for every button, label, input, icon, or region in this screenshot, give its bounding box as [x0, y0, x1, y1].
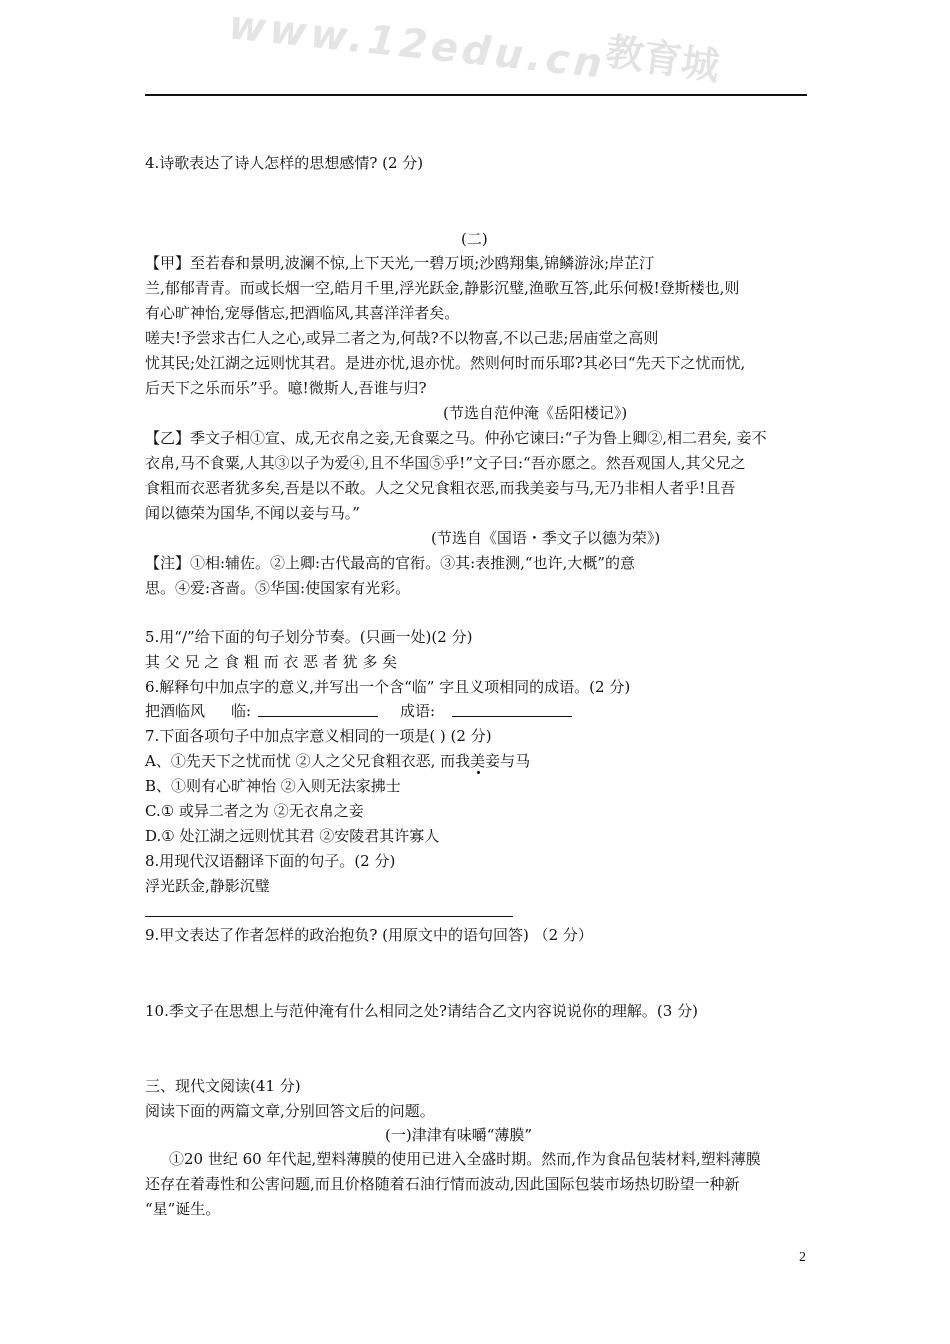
question-7-option-a: A、①先天下之忧而忧 ②人之父兄食粗衣恶, 而我美妾与马 [145, 752, 531, 770]
question-6-lin-label: 临: [231, 702, 252, 720]
section-3-heading: 三、现代文阅读(41 分) [145, 1077, 301, 1095]
watermark-url: www.12edu.cn [226, 2, 609, 88]
question-5-sentence: 其 父 兄 之 食 粗 而 衣 恶 者 犹 多 矣 [145, 653, 398, 671]
question-10-prompt: 10.季文子在思想上与范仲淹有什么相同之处?请结合乙文内容说说你的理解。(3 分) [145, 1002, 698, 1020]
yi-line: 闻以德荣为国华,不闻以妾与马。” [145, 504, 360, 522]
article-paragraph-line: 还存在着毒性和公害问题,而且价格随着石油行情而波动,因此国际包装市场热切盼望一种新 [145, 1175, 740, 1193]
note-line: 【注】①相:辅佐。②上卿:古代最高的官衔。③其:表推测,“也许,大概”的意 [145, 554, 636, 572]
jia-line: 【甲】至若春和景明,波澜不惊,上下天光,一碧万顷;沙鸥翔集,锦鳞游泳;岸芷汀 [145, 254, 655, 272]
jia-line: 有心旷神怡,宠辱偕忘,把酒临风,其喜洋洋者矣。 [145, 304, 460, 322]
jia-line: 嗟夫!予尝求古仁人之心,或异二者之为,何哉?不以物喜,不以己悲;居庙堂之高则 [145, 329, 659, 347]
article-paragraph-line: “星”诞生。 [145, 1200, 221, 1218]
question-4: 4.诗歌表达了诗人怎样的思想感情? (2 分) [145, 154, 424, 172]
section-heading: (二) [461, 230, 488, 248]
yi-source: (节选自《国语・季文子以德为荣》) [431, 529, 661, 547]
question-7-option-d: D.① 处江湖之远则忧其君 ②安陵君其许寡人 [145, 827, 440, 845]
yi-line: 【乙】季文子相①宣、成,无衣帛之妾,无食粟之马。仲孙它谏曰:“子为鲁上卿②,相二君矣, 妾不 [145, 429, 767, 447]
jia-line: 忧其民;处江湖之远则忧其君。是进亦忧,退亦忧。然则何时而乐耶?其必曰“先天下之忧而忧, [145, 354, 746, 372]
article-title: (一)津津有味嚼“薄膜” [385, 1126, 533, 1144]
note-line: 思。④爱:吝啬。⑤华国:使国家有光彩。 [145, 579, 411, 597]
article-paragraph-line: ①20 世纪 60 年代起,塑料薄膜的使用已进入全盛时期。然而,作为食品包装材料,塑料薄膜 [169, 1150, 761, 1168]
section-3-instruction: 阅读下面的两篇文章,分别回答文后的问题。 [145, 1102, 435, 1120]
emphasis-dot [477, 771, 480, 774]
page-number: 2 [799, 1250, 806, 1265]
question-6-phrase: 把酒临风 [145, 702, 206, 720]
question-6-chengyu-blank[interactable] [452, 716, 572, 717]
question-7-option-c: C.① 或异二者之为 ②无衣帛之妾 [145, 802, 364, 820]
yi-line: 食粗而衣恶者犹多矣,吾是以不敢。人之父兄食粗衣恶,而我美妾与马,无乃非相人者乎!且吾 [145, 479, 736, 497]
question-8-prompt: 8.用现代汉语翻译下面的句子。(2 分) [145, 852, 396, 870]
question-7-prompt: 7.下面各项句子中加点字意义相同的一项是( ) (2 分) [145, 727, 492, 745]
watermark-brand: 教育城 [603, 29, 723, 89]
jia-source: (节选自范仲淹《岳阳楼记》) [443, 404, 628, 422]
jia-line: 兰,郁郁青青。而或长烟一空,皓月千里,浮光跃金,静影沉璧,渔歌互答,此乐何极!登斯楼也,则 [145, 279, 740, 297]
question-6-lin-blank[interactable] [258, 716, 378, 717]
jia-line: 后天下之乐而乐”乎。噫!微斯人,吾谁与归? [145, 379, 427, 397]
question-8-sentence: 浮光跃金,静影沉璧 [145, 877, 270, 895]
question-6-chengyu-label: 成语: [400, 702, 436, 720]
question-8-answer-line[interactable] [145, 916, 513, 917]
header-rule [145, 94, 807, 96]
yi-line: 衣帛,马不食粟,人其③以子为爱④,且不华国⑤乎!”文子曰:“吾亦愿之。然吾观国人,其父兄之 [145, 454, 746, 472]
question-6-prompt: 6.解释句中加点字的意义,并写出一个含“临” 字且义项相同的成语。(2 分) [145, 678, 631, 696]
question-7-option-b: B、①则有心旷神怡 ②入则无法家拂士 [145, 777, 401, 795]
question-9-prompt: 9.甲文表达了作者怎样的政治抱负? (用原文中的语句回答) （2 分） [145, 926, 593, 944]
question-5-prompt: 5.用“/”给下面的句子划分节奏。(只画一处)(2 分) [145, 628, 473, 646]
